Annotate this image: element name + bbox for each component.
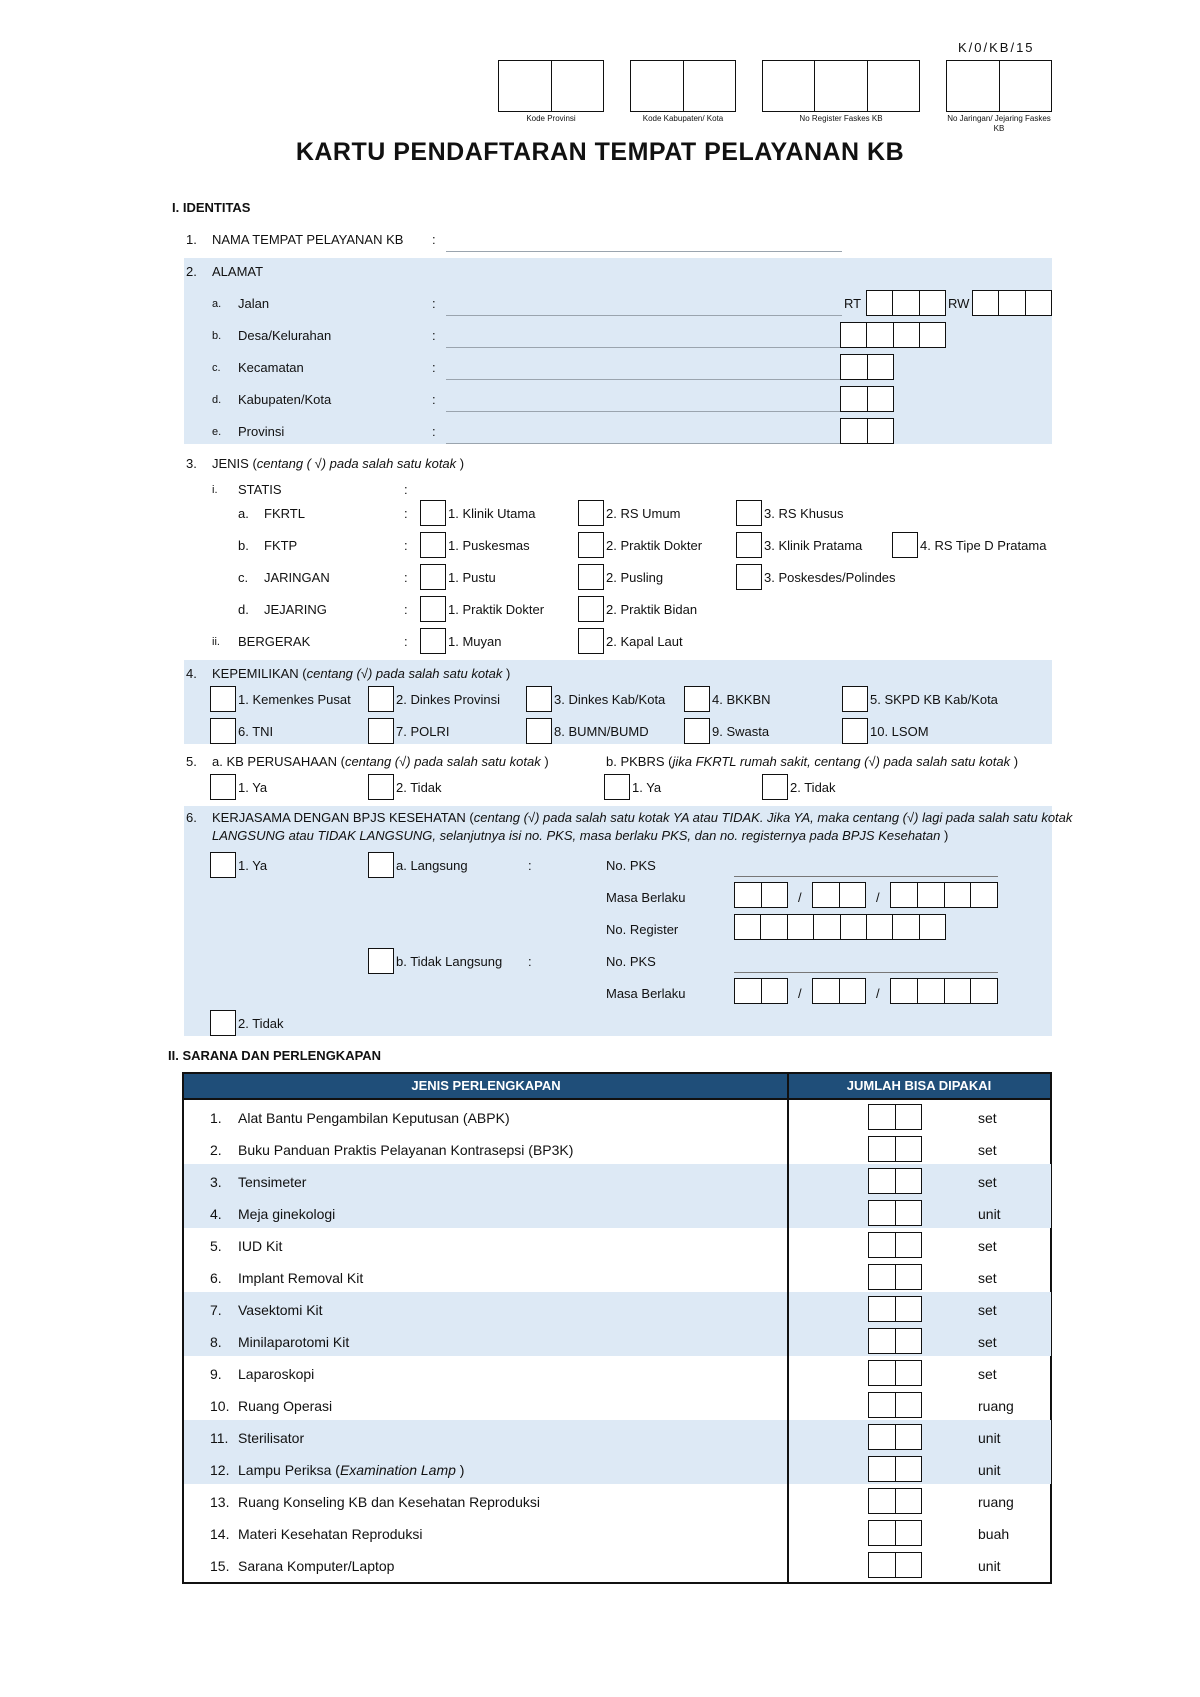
- statis-roman: i.: [212, 484, 218, 496]
- item-name-close: ): [455, 1462, 465, 1478]
- item-unit: set: [978, 1110, 997, 1126]
- bpjs-tidak-label: 2. Tidak: [238, 1016, 284, 1031]
- colon: :: [432, 296, 436, 311]
- alamat-jalan-letter: a.: [212, 298, 222, 310]
- item-name: [238, 1142, 573, 1158]
- item-name-text: Meja ginekologi: [238, 1206, 336, 1222]
- q5a-close: ): [540, 754, 549, 769]
- q6-note1: centang (√) pada salah satu kotak YA atau TIDAK. Jika YA, maka centang (√) lagi pada salah satu kotak: [473, 810, 1073, 825]
- item-unit: unit: [978, 1206, 1001, 1222]
- item-name: [238, 1430, 304, 1446]
- table-row: [184, 1454, 1050, 1486]
- item-number: 9.: [210, 1366, 222, 1382]
- bergerak-roman: ii.: [212, 636, 220, 648]
- item-unit: buah: [978, 1526, 1010, 1542]
- q5b-note: jika FKRTL rumah sakit, centang (√) pada salah satu kotak: [672, 754, 1011, 769]
- quantity-boxes[interactable]: [868, 1488, 922, 1514]
- statis-label: STATIS: [238, 482, 282, 497]
- quantity-boxes[interactable]: [868, 1296, 922, 1322]
- q5b-label-text: b. PKBRS (: [606, 754, 673, 769]
- quantity-boxes[interactable]: [868, 1552, 922, 1578]
- provinsi-boxes[interactable]: [840, 418, 894, 444]
- item-unit: set: [978, 1142, 997, 1158]
- pkbrs-tidak-label: 2. Tidak: [790, 780, 836, 795]
- desa-input-line[interactable]: [446, 347, 842, 348]
- tidak-langsung-masa-year[interactable]: [890, 978, 998, 1004]
- item-name-text: Alat Bantu Pengambilan Keputusan (ABPK): [238, 1110, 510, 1126]
- page-title: KARTU PENDAFTARAN TEMPAT PELAYANAN KB: [295, 138, 905, 166]
- tidak-langsung-no-pks-line[interactable]: [734, 972, 998, 973]
- item-name: [238, 1174, 306, 1190]
- colon: :: [404, 602, 408, 617]
- item-name-text: Implant Removal Kit: [238, 1270, 364, 1286]
- no-jaringan-label: No Jaringan/ Jejaring Faskes KB: [947, 114, 1051, 133]
- item-name: [238, 1206, 335, 1222]
- item-name-italic: Examination Lamp: [339, 1462, 456, 1478]
- jejaring-opt2-label: 2. Praktik Bidan: [606, 602, 698, 617]
- kepemilikan-opt9-label: 9. Swasta: [712, 724, 770, 739]
- table-row: [184, 1294, 1050, 1326]
- q2-num: 2.: [186, 264, 197, 279]
- bergerak-opt1-checkbox[interactable]: [420, 628, 446, 654]
- item-number: 15.: [210, 1558, 230, 1574]
- form-code: K/0/KB/15: [958, 40, 1035, 55]
- q3-label: [212, 456, 464, 472]
- kepemilikan-opt5-label: 5. SKPD KB Kab/Kota: [870, 692, 998, 707]
- q3-label-text: JENIS (: [212, 456, 257, 471]
- item-name: [238, 1526, 422, 1542]
- fktp-opt1-checkbox[interactable]: [420, 532, 446, 558]
- alamat-desa-letter: b.: [212, 330, 222, 342]
- q1-input-line[interactable]: [446, 251, 842, 252]
- fktp-opt2-checkbox[interactable]: [578, 532, 604, 558]
- bergerak-label: BERGERAK: [238, 634, 311, 649]
- item-name-text: IUD Kit: [238, 1238, 283, 1254]
- table-row: [184, 1422, 1050, 1454]
- kecamatan-input-line[interactable]: [446, 379, 842, 380]
- quantity-boxes[interactable]: [868, 1392, 922, 1418]
- jaringan-opt3-label: 3. Poskesdes/Polindes: [764, 570, 896, 585]
- langsung-masa-month[interactable]: [812, 882, 866, 908]
- kb-perusahaan-tidak-label: 2. Tidak: [396, 780, 442, 795]
- item-number: 1.: [210, 1110, 222, 1126]
- quantity-boxes[interactable]: [868, 1200, 922, 1226]
- pkbrs-ya-label: 1. Ya: [632, 780, 662, 795]
- jaringan-letter: c.: [238, 570, 249, 585]
- bpjs-langsung-label: a. Langsung: [396, 858, 468, 873]
- kepemilikan-opt3-label: 3. Dinkes Kab/Kota: [554, 692, 666, 707]
- table-row: [184, 1486, 1050, 1518]
- colon: :: [432, 328, 436, 343]
- q5b-close: ): [1010, 754, 1019, 769]
- item-unit: set: [978, 1334, 997, 1350]
- fktp-opt3-checkbox[interactable]: [736, 532, 762, 558]
- colon: :: [404, 506, 408, 521]
- item-unit: unit: [978, 1558, 1001, 1574]
- q4-num: 4.: [186, 666, 197, 681]
- quantity-boxes[interactable]: [868, 1136, 922, 1162]
- item-number: 2.: [210, 1142, 222, 1158]
- colon: :: [404, 570, 408, 585]
- rt-label: RT: [844, 296, 862, 311]
- q5-num: 5.: [186, 754, 197, 769]
- kepemilikan-opt10-checkbox[interactable]: [842, 718, 868, 744]
- rw-label: RW: [948, 296, 970, 311]
- q6-label-text: KERJASAMA DENGAN BPJS KESEHATAN (: [212, 810, 474, 825]
- bergerak-opt2-checkbox[interactable]: [578, 628, 604, 654]
- table-row: [184, 1358, 1050, 1390]
- fkrtl-opt1-checkbox[interactable]: [420, 500, 446, 526]
- item-name: [238, 1494, 540, 1510]
- jejaring-label: JEJARING: [264, 602, 327, 617]
- q3-note: centang ( √) pada salah satu kotak: [256, 456, 457, 471]
- q6-note2: LANGSUNG atau TIDAK LANGSUNG, selanjutnya isi no. PKS, masa berlaku PKS, dan no. registernya pada BPJS Kesehatan: [212, 828, 941, 843]
- jaringan-opt1-checkbox[interactable]: [420, 564, 446, 590]
- item-name: [238, 1270, 363, 1286]
- item-name: [238, 1302, 323, 1318]
- kepemilikan-opt1-checkbox[interactable]: [210, 686, 236, 712]
- slash: /: [876, 986, 880, 1001]
- q3-close: ): [456, 456, 465, 471]
- kabupaten-boxes[interactable]: [840, 386, 894, 412]
- desa-boxes[interactable]: [840, 322, 946, 348]
- q6-close: ): [940, 828, 949, 843]
- bpjs-ya-checkbox[interactable]: [210, 852, 236, 878]
- table-row: [184, 1134, 1050, 1166]
- kepemilikan-opt10-label: 10. LSOM: [870, 724, 929, 739]
- quantity-boxes[interactable]: [868, 1264, 922, 1290]
- bpjs-langsung-checkbox[interactable]: [368, 852, 394, 878]
- kb-perusahaan-tidak-checkbox[interactable]: [368, 774, 394, 800]
- kepemilikan-opt7-label: 7. POLRI: [396, 724, 450, 739]
- alamat-kabupaten-label: Kabupaten/Kota: [238, 392, 332, 407]
- table-row: [184, 1198, 1050, 1230]
- q6-label-line2: [212, 828, 948, 844]
- fktp-opt3-label: 3. Klinik Pratama: [764, 538, 863, 553]
- kode-provinsi-boxes[interactable]: [498, 60, 604, 112]
- table-row: [184, 1262, 1050, 1294]
- header-divider: [184, 1098, 1050, 1100]
- colon: :: [528, 858, 532, 873]
- pkbrs-tidak-checkbox[interactable]: [762, 774, 788, 800]
- item-name: [238, 1558, 394, 1574]
- item-number: 3.: [210, 1174, 222, 1190]
- fktp-opt4-label: 4. RS Tipe D Pratama: [920, 538, 1047, 553]
- kepemilikan-opt9-checkbox[interactable]: [684, 718, 710, 744]
- kode-kabupaten-boxes[interactable]: [630, 60, 736, 112]
- fkrtl-opt2-label: 2. RS Umum: [606, 506, 681, 521]
- alamat-band: [184, 258, 1052, 444]
- slash: /: [798, 890, 802, 905]
- equipment-table: [182, 1072, 1052, 1584]
- fktp-opt2-label: 2. Praktik Dokter: [606, 538, 703, 553]
- quantity-boxes[interactable]: [868, 1424, 922, 1450]
- kode-provinsi-label: Kode Provinsi: [526, 114, 576, 123]
- jejaring-opt1-checkbox[interactable]: [420, 596, 446, 622]
- item-number: 11.: [210, 1430, 229, 1446]
- table-row: [184, 1326, 1050, 1358]
- item-name-text: Ruang Konseling KB dan Kesehatan Reproduksi: [238, 1494, 540, 1510]
- table-row: [184, 1550, 1050, 1582]
- table-row: [184, 1390, 1050, 1422]
- alamat-kabupaten-letter: d.: [212, 394, 222, 406]
- kepemilikan-opt8-checkbox[interactable]: [526, 718, 552, 744]
- item-unit: unit: [978, 1462, 1001, 1478]
- item-unit: set: [978, 1174, 997, 1190]
- slash: /: [798, 986, 802, 1001]
- tidak-langsung-masa-label: Masa Berlaku: [606, 986, 686, 1001]
- q6-num: 6.: [186, 810, 197, 825]
- provinsi-input-line[interactable]: [446, 443, 842, 444]
- item-number: 7.: [210, 1302, 222, 1318]
- item-number: 6.: [210, 1270, 222, 1286]
- kepemilikan-opt1-label: 1. Kemenkes Pusat: [238, 692, 351, 707]
- kb-perusahaan-ya-label: 1. Ya: [238, 780, 268, 795]
- item-name-text: Sarana Komputer/Laptop: [238, 1558, 395, 1574]
- slash: /: [876, 890, 880, 905]
- item-name: [238, 1398, 332, 1414]
- tidak-langsung-no-pks-label: No. PKS: [606, 954, 656, 969]
- no-register-boxes[interactable]: [762, 60, 920, 112]
- bpjs-tidak-langsung-label: b. Tidak Langsung: [396, 954, 503, 969]
- q5b-label: [606, 754, 1018, 770]
- kepemilikan-opt4-checkbox[interactable]: [684, 686, 710, 712]
- item-number: 5.: [210, 1238, 222, 1254]
- col-jenis-header: JENIS PERLENGKAPAN: [184, 1074, 788, 1098]
- kepemilikan-opt4-label: 4. BKKBN: [712, 692, 771, 707]
- no-register-label: No. Register: [606, 922, 679, 937]
- fkrtl-opt1-label: 1. Klinik Utama: [448, 506, 536, 521]
- no-register-label: No Register Faskes KB: [799, 114, 883, 123]
- bpjs-ya-label: 1. Ya: [238, 858, 268, 873]
- item-name-text: Sterilisator: [238, 1430, 305, 1446]
- item-number: 10.: [210, 1398, 230, 1414]
- quantity-boxes[interactable]: [868, 1232, 922, 1258]
- fktp-letter: b.: [238, 538, 249, 553]
- no-jaringan-boxes[interactable]: [946, 60, 1052, 112]
- table-row: [184, 1166, 1050, 1198]
- fkrtl-opt3-checkbox[interactable]: [736, 500, 762, 526]
- fkrtl-opt3-label: 3. RS Khusus: [764, 506, 844, 521]
- q5a-label: [212, 754, 549, 770]
- item-name-text: Materi Kesehatan Reproduksi: [238, 1526, 423, 1542]
- langsung-masa-label: Masa Berlaku: [606, 890, 686, 905]
- alamat-provinsi-letter: e.: [212, 426, 222, 438]
- q1-num: 1.: [186, 232, 197, 247]
- item-unit: set: [978, 1302, 997, 1318]
- colon: :: [432, 392, 436, 407]
- colon: :: [432, 424, 436, 439]
- rw-boxes[interactable]: [972, 290, 1052, 316]
- item-name-text: Ruang Operasi: [238, 1398, 333, 1414]
- table-row: [184, 1518, 1050, 1550]
- item-unit: unit: [978, 1430, 1001, 1446]
- item-name-text: Tensimeter: [238, 1174, 307, 1190]
- kepemilikan-opt2-label: 2. Dinkes Provinsi: [396, 692, 501, 707]
- item-unit: set: [978, 1270, 997, 1286]
- kode-kabupaten-label: Kode Kabupaten/ Kota: [642, 114, 724, 123]
- q5a-note: centang (√) pada salah satu kotak: [344, 754, 541, 769]
- q5a-label-text: a. KB PERUSAHAAN (: [212, 754, 345, 769]
- jaringan-opt3-checkbox[interactable]: [736, 564, 762, 590]
- colon: :: [432, 360, 436, 375]
- alamat-provinsi-label: Provinsi: [238, 424, 285, 439]
- fkrtl-letter: a.: [238, 506, 249, 521]
- item-name: [238, 1462, 464, 1478]
- quantity-boxes[interactable]: [868, 1360, 922, 1386]
- item-name-text: Lampu Periksa (: [238, 1462, 340, 1478]
- fktp-opt4-checkbox[interactable]: [892, 532, 918, 558]
- colon: :: [404, 634, 408, 649]
- item-number: 14.: [210, 1526, 230, 1542]
- langsung-masa-day[interactable]: [734, 882, 788, 908]
- bergerak-opt1-label: 1. Muyan: [448, 634, 502, 649]
- langsung-masa-year[interactable]: [890, 882, 998, 908]
- q6-label-line1: [212, 810, 1072, 826]
- jaringan-label: JARINGAN: [264, 570, 330, 585]
- kecamatan-boxes[interactable]: [840, 354, 894, 380]
- section2-heading: II. SARANA DAN PERLENGKAPAN: [168, 1048, 382, 1063]
- jaringan-opt1-label: 1. Pustu: [448, 570, 496, 585]
- langsung-no-pks-label: No. PKS: [606, 858, 656, 873]
- q3-num: 3.: [186, 456, 197, 471]
- jejaring-letter: d.: [238, 602, 249, 617]
- quantity-boxes[interactable]: [868, 1104, 922, 1130]
- q2-label: ALAMAT: [212, 264, 264, 279]
- col-jumlah-header: JUMLAH BISA DIPAKAI: [788, 1074, 1050, 1098]
- item-number: 12.: [210, 1462, 230, 1478]
- kepemilikan-opt3-checkbox[interactable]: [526, 686, 552, 712]
- item-unit: ruang: [978, 1398, 1014, 1414]
- item-name: [238, 1110, 510, 1126]
- jaringan-opt2-label: 2. Pusling: [606, 570, 664, 585]
- item-name: [238, 1366, 314, 1382]
- q4-note: centang (√) pada salah satu kotak: [306, 666, 503, 681]
- q4-label-text: KEPEMILIKAN (: [212, 666, 307, 681]
- kb-perusahaan-ya-checkbox[interactable]: [210, 774, 236, 800]
- q4-close: ): [502, 666, 511, 681]
- kepemilikan-opt6-label: 6. TNI: [238, 724, 274, 739]
- item-unit: set: [978, 1238, 997, 1254]
- alamat-jalan-label: Jalan: [238, 296, 270, 311]
- table-row: [184, 1230, 1050, 1262]
- no-register-boxes[interactable]: [734, 914, 946, 940]
- section1-heading: I. IDENTITAS: [172, 200, 251, 215]
- colon: :: [404, 538, 408, 553]
- tidak-langsung-masa-month[interactable]: [812, 978, 866, 1004]
- alamat-kecamatan-letter: c.: [212, 362, 221, 374]
- bergerak-opt2-label: 2. Kapal Laut: [606, 634, 683, 649]
- item-name-text: Laparoskopi: [238, 1366, 315, 1382]
- kepemilikan-opt5-checkbox[interactable]: [842, 686, 868, 712]
- item-name: [238, 1334, 349, 1350]
- item-unit: ruang: [978, 1494, 1014, 1510]
- item-number: 8.: [210, 1334, 222, 1350]
- jalan-input-line[interactable]: [446, 315, 842, 316]
- quantity-boxes[interactable]: [868, 1520, 922, 1546]
- fkrtl-label: FKRTL: [264, 506, 305, 521]
- jaringan-opt2-checkbox[interactable]: [578, 564, 604, 590]
- tidak-langsung-masa-day[interactable]: [734, 978, 788, 1004]
- item-number: 4.: [210, 1206, 222, 1222]
- fktp-label: FKTP: [264, 538, 298, 553]
- kepemilikan-opt7-checkbox[interactable]: [368, 718, 394, 744]
- rt-boxes[interactable]: [866, 290, 946, 316]
- jejaring-opt2-checkbox[interactable]: [578, 596, 604, 622]
- alamat-kecamatan-label: Kecamatan: [238, 360, 304, 375]
- item-number: 13.: [210, 1494, 230, 1510]
- item-name-text: Vasektomi Kit: [238, 1302, 323, 1318]
- alamat-desa-label: Desa/Kelurahan: [238, 328, 332, 343]
- kepemilikan-opt8-label: 8. BUMN/BUMD: [554, 724, 649, 739]
- q1-label: NAMA TEMPAT PELAYANAN KB: [212, 232, 404, 247]
- quantity-boxes[interactable]: [868, 1328, 922, 1354]
- table-row: [184, 1102, 1050, 1134]
- item-unit: set: [978, 1366, 997, 1382]
- item-name-text: Minilaparotomi Kit: [238, 1334, 350, 1350]
- q1-colon: :: [432, 232, 436, 247]
- jejaring-opt1-label: 1. Praktik Dokter: [448, 602, 545, 617]
- colon: :: [404, 482, 408, 497]
- kabupaten-input-line[interactable]: [446, 411, 842, 412]
- quantity-boxes[interactable]: [868, 1456, 922, 1482]
- langsung-no-pks-line[interactable]: [734, 876, 998, 877]
- colon: :: [528, 954, 532, 969]
- kepemilikan-opt6-checkbox[interactable]: [210, 718, 236, 744]
- quantity-boxes[interactable]: [868, 1168, 922, 1194]
- fktp-opt1-label: 1. Puskesmas: [448, 538, 530, 553]
- kepemilikan-opt2-checkbox[interactable]: [368, 686, 394, 712]
- fkrtl-opt2-checkbox[interactable]: [578, 500, 604, 526]
- pkbrs-ya-checkbox[interactable]: [604, 774, 630, 800]
- item-name-text: Buku Panduan Praktis Pelayanan Kontrasepsi (BP3K): [238, 1142, 574, 1158]
- bpjs-tidak-langsung-checkbox[interactable]: [368, 948, 394, 974]
- item-name: [238, 1238, 282, 1254]
- bpjs-tidak-checkbox[interactable]: [210, 1010, 236, 1036]
- q4-label: [212, 666, 510, 682]
